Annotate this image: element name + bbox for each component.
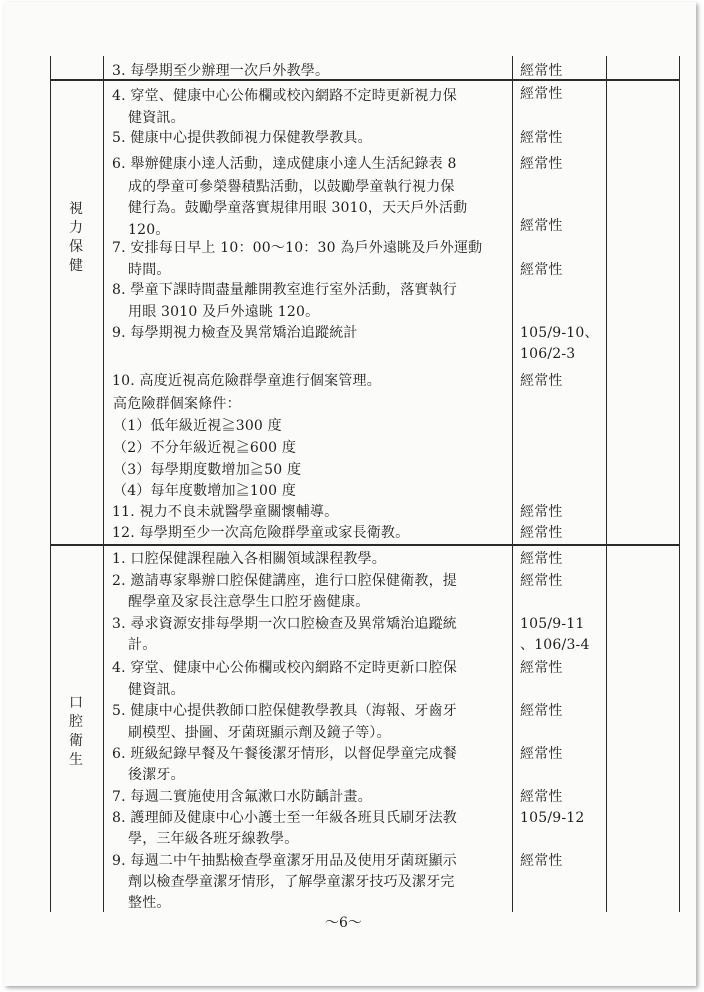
item-text-line: 5. 健康中心提供教師口腔保健教學教具（海報、牙齒牙 (112, 703, 458, 719)
section-column-divider (103, 56, 104, 912)
item-text-line: 11. 視力不良未就醫學童關懷輔導。 (112, 504, 339, 520)
item-text-line: 7. 每週二實施使用含氟漱口水防齲計畫。 (112, 789, 372, 805)
item-text-line: 6. 舉辦健康小達人活動，達成健康小達人生活紀錄表 8 (112, 156, 457, 172)
item-text-line: 整性。 (128, 895, 171, 911)
item-text-line: （3）每學期度數增加≧50 度 (113, 462, 302, 478)
time-label: 經常性 (520, 789, 563, 805)
item-text-line: 刷模型、掛圖、牙菌斑顯示劑及鏡子等）。 (128, 725, 391, 741)
item-text-line: 健資訊。 (128, 110, 185, 126)
item-text-line: 2. 邀請專家舉辦口腔保健講座，進行口腔保健衛教，提 (112, 573, 458, 589)
item-text-line: 6. 班級紀錄早餐及午餐後潔牙情形，以督促學童完成餐 (112, 746, 458, 762)
item-text-line: 1. 口腔保健課程融入各相關領域課程教學。 (112, 551, 387, 567)
time-label: 經常性 (520, 746, 563, 762)
time-label: 經常性 (520, 156, 563, 172)
item-text-line: （1）低年級近視≧300 度 (113, 418, 282, 434)
time-label: 經常性 (520, 853, 563, 869)
item-text-line: （4）每年度數增加≧100 度 (113, 483, 297, 499)
time-label: 106/2-3 (520, 346, 576, 362)
item-text-line: 時間。 (128, 262, 171, 278)
item-text-line: 用眼 3010 及戶外遠眺 120。 (128, 304, 320, 320)
time-label: 經常性 (520, 551, 563, 567)
item-text-line: 12. 每學期至少一次高危險群學童或家長衛教。 (112, 525, 410, 541)
item-text-line: 8. 學童下課時間盡量離開教室進行室外活動，落實執行 (112, 282, 458, 298)
time-column-divider (512, 56, 513, 912)
time-label: 經常性 (520, 525, 563, 541)
item-text-line: 120。 (128, 222, 170, 238)
item-text-line: 8. 護理師及健康中心小護士至一年級各班貝氏刷牙法教 (112, 810, 458, 826)
section-label: 視力保健 (69, 201, 83, 274)
time-label: 經常性 (520, 660, 563, 676)
table-left-border (50, 56, 51, 912)
time-label: 經常性 (520, 86, 563, 102)
item-text-line: 健資訊。 (128, 682, 185, 698)
item-text-line: 10. 高度近視高危險群學童進行個案管理。 (112, 373, 381, 389)
item-text-line: 7. 安排每日早上 10：00～10：30 為戶外遠眺及戶外運動 (112, 240, 483, 256)
time-label: 經常性 (520, 218, 563, 234)
time-label: 105/9-12 (520, 810, 585, 826)
time-label: 105/9-11 (520, 616, 585, 632)
item-text-line: 劑以檢查學童潔牙情形，了解學童潔牙技巧及潔牙完 (128, 874, 455, 890)
item-text-line: 3. 尋求資源安排每學期一次口腔檢查及異常矯治追蹤統 (112, 616, 458, 632)
item-text-line: 9. 每學期視力檢查及異常矯治追蹤統計 (112, 325, 358, 341)
item-text-line: 4. 穿堂、健康中心公佈欄或校內網路不定時更新口腔保 (112, 660, 458, 676)
document-page (4, 2, 696, 986)
time-label: 經常性 (520, 573, 563, 589)
item-text-line: （2）不分年級近視≧600 度 (113, 440, 297, 456)
item-text-line: 5. 健康中心提供教師視力保健教學教具。 (112, 130, 372, 146)
item-text-line: 學，三年級各班牙線教學。 (128, 831, 299, 847)
time-label: 、106/3-4 (520, 637, 590, 653)
time-label: 經常性 (520, 130, 563, 146)
time-label: 經常性 (520, 262, 563, 278)
item-text-line: 計。 (128, 637, 157, 653)
table-top-border (50, 79, 680, 81)
item-text-line: 成的學童可參榮譽積點活動，以鼓勵學童執行視力保 (128, 179, 455, 195)
time-label: 經常性 (520, 504, 563, 520)
section-label: 口腔衛生 (69, 695, 83, 768)
time-label: 105/9-10、 (520, 325, 599, 341)
time-label: 經常性 (520, 703, 563, 719)
item-text-line: 後潔牙。 (128, 767, 185, 783)
section-divider (50, 544, 680, 546)
time-label: 經常性 (520, 373, 563, 389)
item-text-line: 3. 每學期至少辦理一次戶外教學。 (112, 63, 330, 79)
note-column-divider (606, 56, 607, 912)
page-number: ～6～ (325, 915, 362, 931)
item-text-line: 醒學童及家長注意學生口腔牙齒健康。 (128, 594, 370, 610)
item-text-line: 高危險群個案條件： (113, 396, 241, 412)
item-text-line: 9. 每週二中午抽點檢查學童潔牙用品及使用牙菌斑顯示 (112, 853, 458, 869)
table-right-border (679, 56, 680, 912)
item-text-line: 健行為。鼓勵學童落實規律用眼 3010，天天戶外活動 (128, 200, 468, 216)
time-label: 經常性 (520, 63, 563, 79)
item-text-line: 4. 穿堂、健康中心公佈欄或校內網路不定時更新視力保 (112, 88, 458, 104)
